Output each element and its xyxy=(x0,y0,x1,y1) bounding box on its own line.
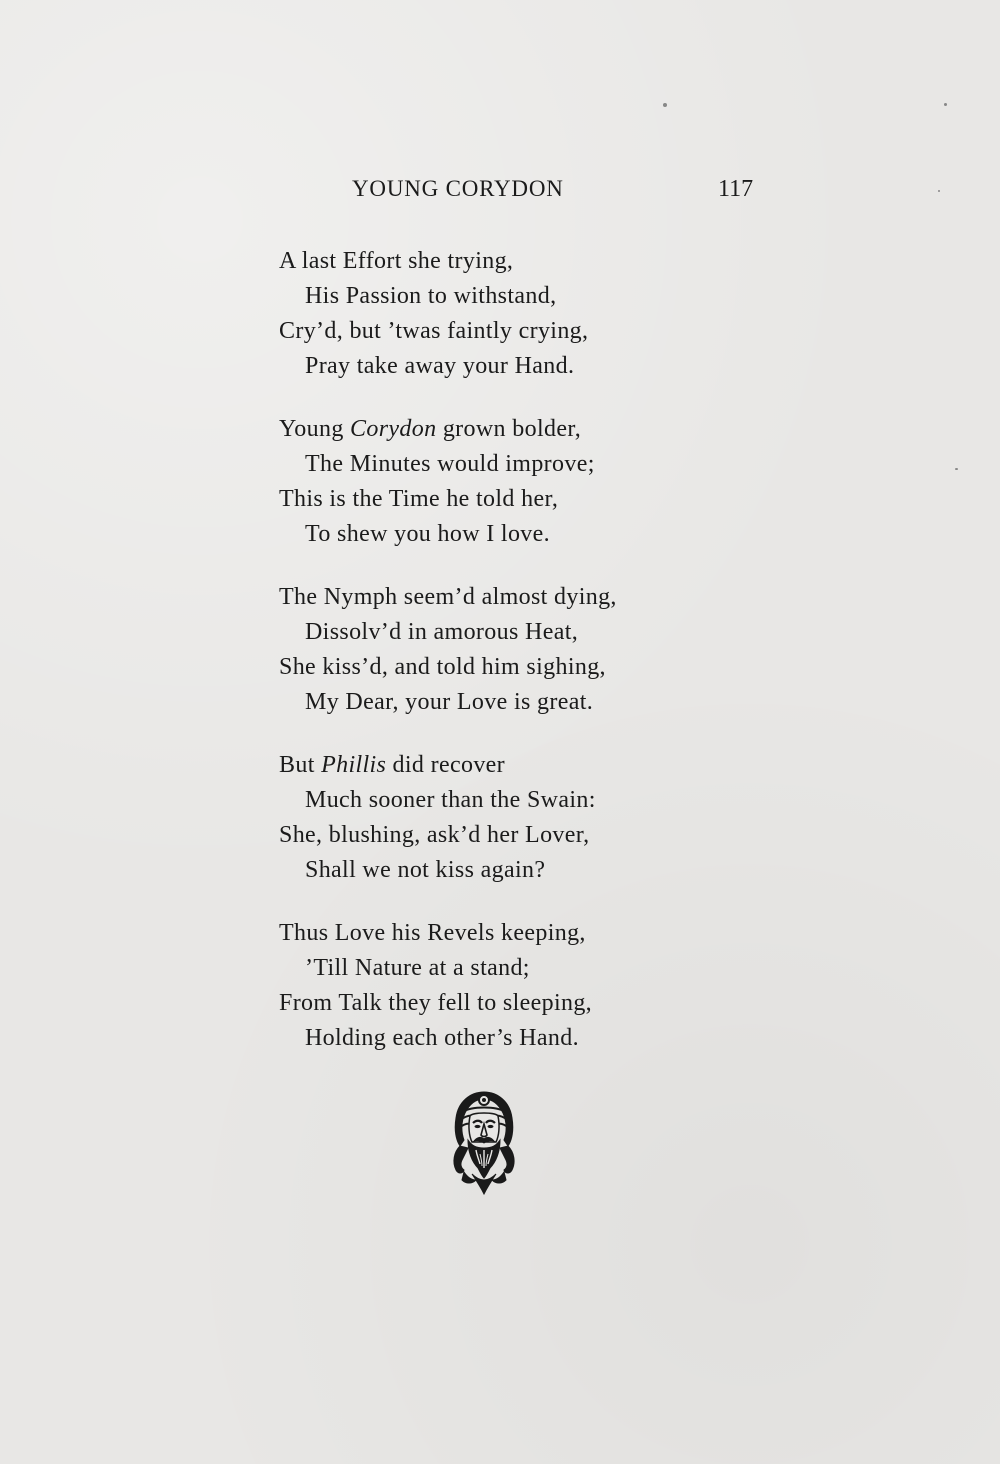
poem-line: Pray take away your Hand. xyxy=(305,353,575,379)
italic-name: Corydon xyxy=(350,416,437,442)
poem-line-text: did recover xyxy=(386,752,506,778)
stanza xyxy=(279,916,759,1056)
poem-line: She, blushing, ask’d her Lover, xyxy=(279,822,590,848)
poem-line: The Nymph seem’d almost dying, xyxy=(279,584,617,610)
running-title: YOUNG CORYDON xyxy=(352,176,564,201)
stanza xyxy=(279,748,759,888)
poem-line-text: Young xyxy=(279,416,351,442)
poem-line: ’Till Nature at a stand; xyxy=(305,955,530,981)
poem-line: His Passion to withstand, xyxy=(305,283,557,309)
bearded-mask-icon xyxy=(446,1088,522,1198)
poem-line-text: grown bolder, xyxy=(436,416,582,442)
stanza xyxy=(279,412,759,552)
poem-line: To shew you how I love. xyxy=(305,521,551,547)
poem xyxy=(279,244,759,1084)
paper-speck xyxy=(944,103,947,106)
poem-line: The Minutes would improve; xyxy=(305,451,595,477)
poem-line: From Talk they fell to sleeping, xyxy=(279,990,593,1016)
poem-line: Cry’d, but ’twas faintly crying, xyxy=(279,318,589,344)
poem-line: Holding each other’s Hand. xyxy=(305,1025,579,1051)
poem-line: She kiss’d, and told him sighing, xyxy=(279,654,606,680)
stanza xyxy=(279,580,759,720)
poem-line: Much sooner than the Swain: xyxy=(305,787,596,813)
poem-line: Thus Love his Revels keeping, xyxy=(279,920,586,946)
running-header xyxy=(0,176,1000,216)
paper-speck xyxy=(938,190,940,192)
italic-name: Phillis xyxy=(321,752,387,778)
stanza xyxy=(279,244,759,384)
poem-line: A last Effort she trying, xyxy=(279,248,514,274)
page-number: 117 xyxy=(718,176,754,202)
paper-speck xyxy=(663,103,667,107)
paper-speck xyxy=(955,468,958,470)
poem-line: This is the Time he told her, xyxy=(279,486,559,512)
poem-line xyxy=(279,748,759,783)
poem-line-text: But xyxy=(279,752,322,778)
poem-line: Dissolv’d in amorous Heat, xyxy=(305,619,579,645)
poem-line xyxy=(279,412,759,447)
poem-line: My Dear, your Love is great. xyxy=(305,689,594,715)
poem-line: Shall we not kiss again? xyxy=(305,857,546,883)
